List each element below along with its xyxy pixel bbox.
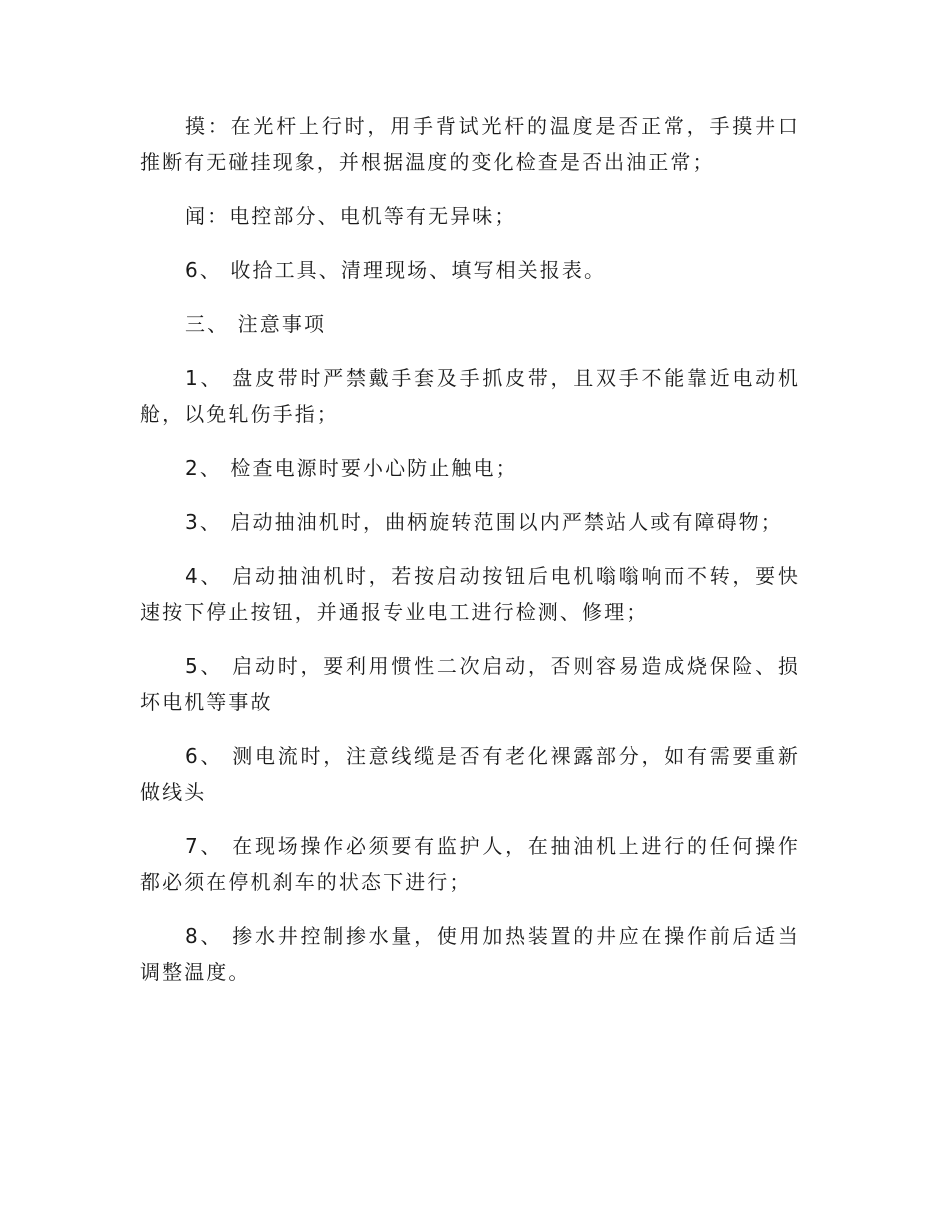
paragraph-precaution-8: 8、 掺水井控制掺水量，使用加热装置的井应在操作前后适当调整温度。 [140, 924, 800, 984]
paragraph-precaution-3: 3、 启动抽油机时，曲柄旋转范围以内严禁站人或有障碍物； [185, 510, 783, 534]
paragraph-step-6-cleanup: 6、 收拾工具、清理现场、填写相关报表。 [185, 258, 607, 282]
paragraph-smell-check: 闻：电控部分、电机等有无异味； [185, 204, 517, 228]
paragraph-precaution-7: 7、 在现场操作必须要有监护人，在抽油机上进行的任何操作都必须在停机刹车的状态下进行； [140, 834, 800, 894]
section-heading-precautions: 三、 注意事项 [185, 312, 327, 336]
paragraph-touch-check: 摸：在光杆上行时，用手背试光杆的温度是否正常，手摸井口推断有无碰挂现象，并根据温度的变化检查是否出油正常； [140, 114, 800, 174]
paragraph-precaution-5: 5、 启动时，要利用惯性二次启动，否则容易造成烧保险、损坏电机等事故 [140, 654, 800, 714]
paragraph-precaution-2: 2、 检查电源时要小心防止触电； [185, 456, 518, 480]
document-body [140, 108, 800, 1008]
paragraph-precaution-4: 4、 启动抽油机时，若按启动按钮后电机嗡嗡响而不转，要快速按下停止按钮，并通报专业电工进行检测、修理； [140, 564, 800, 624]
paragraph-precaution-1: 1、 盘皮带时严禁戴手套及手抓皮带，且双手不能靠近电动机舱，以免轧伤手指； [140, 366, 800, 426]
paragraph-precaution-6: 6、 测电流时，注意线缆是否有老化裸露部分，如有需要重新做线头 [140, 744, 800, 804]
